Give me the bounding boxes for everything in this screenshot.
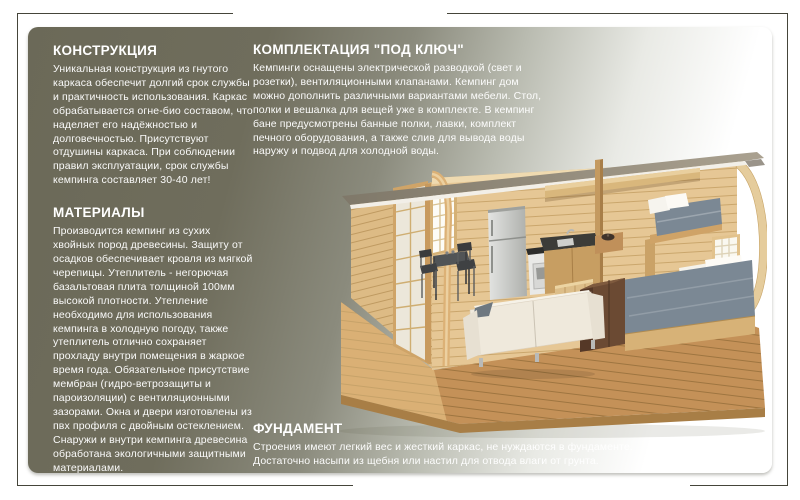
foundation-title: ФУНДАМЕНТ	[253, 421, 343, 436]
turnkey-title: КОМПЛЕКТАЦИЯ "ПОД КЛЮЧ"	[253, 42, 464, 57]
foundation-body: Строения имеют легкий вес и жесткий каркас, не нуждаются в фундаменте. Достаточно насыпи из щебня или настил для отвода влаги от грунта.	[253, 441, 633, 467]
construction-body: Уникальная конструкция из гнутого каркаса обеспечит долгий срок службы и практичность использования. Каркас обрабатывается огне-био составом, что наделяет его надёжностью и долговечностью. Присутствуют отдушины каркаса. При соблюдении правил эксплуатации, срок службы кемпинга составляет 30-40 лет!	[53, 63, 253, 187]
turnkey-body: Кемпинги оснащены электрической разводкой (свет и розетки), вентиляционными клапанами. Кемпинг дом можно дополнить различными вариантами мебели. Стол, полки и вешалка для вещей уже в комплекте. В кемпинг бане предусмотрены банные полки, лавки, комплект печного оборудования, а также слив для вывода воды наружу и подвод для холодной воды.	[253, 62, 542, 158]
fridge	[488, 206, 527, 300]
materials-title: МАТЕРИАЛЫ	[53, 205, 145, 221]
brochure-card	[28, 27, 772, 473]
section-turnkey	[253, 42, 553, 159]
frame-line-top-left	[18, 13, 233, 14]
frame-line-left	[17, 13, 18, 486]
section-foundation	[253, 421, 653, 469]
materials-body: Производится кемпинг из сухих хвойных пород древесины. Защиту от осадков обеспечивает кровля из мягкой черепицы. Утеплитель - негорючая базальтовая плита толщиной 100мм высокой плотности. Утепление необходимо для использования кемпинга в холодную погоду, также утеплитель отлично сохраняет прохладу внутри помещения в жаркое время года. Обязательное присутствие мембран (гидро-ветрозащиты и пароизоляции) с вентиляционными зазорами. Окна и двери изготовлены из пвх профиля с двойным остеклением. Снаружи и внутри кемпинга древесина обработана экологичными защитными материалами.	[53, 225, 253, 473]
frame-line-bottom-right	[690, 485, 787, 486]
frame-line-bottom-left	[17, 485, 353, 486]
camping-house-cutaway-illustration	[337, 148, 767, 440]
frame-line-top-right	[447, 13, 788, 14]
section-construction	[53, 43, 253, 188]
left-column	[53, 43, 253, 473]
construction-title: КОНСТРУКЦИЯ	[53, 43, 158, 58]
middle-column	[253, 42, 553, 159]
frame-line-right	[787, 13, 788, 486]
section-materials	[53, 205, 253, 473]
